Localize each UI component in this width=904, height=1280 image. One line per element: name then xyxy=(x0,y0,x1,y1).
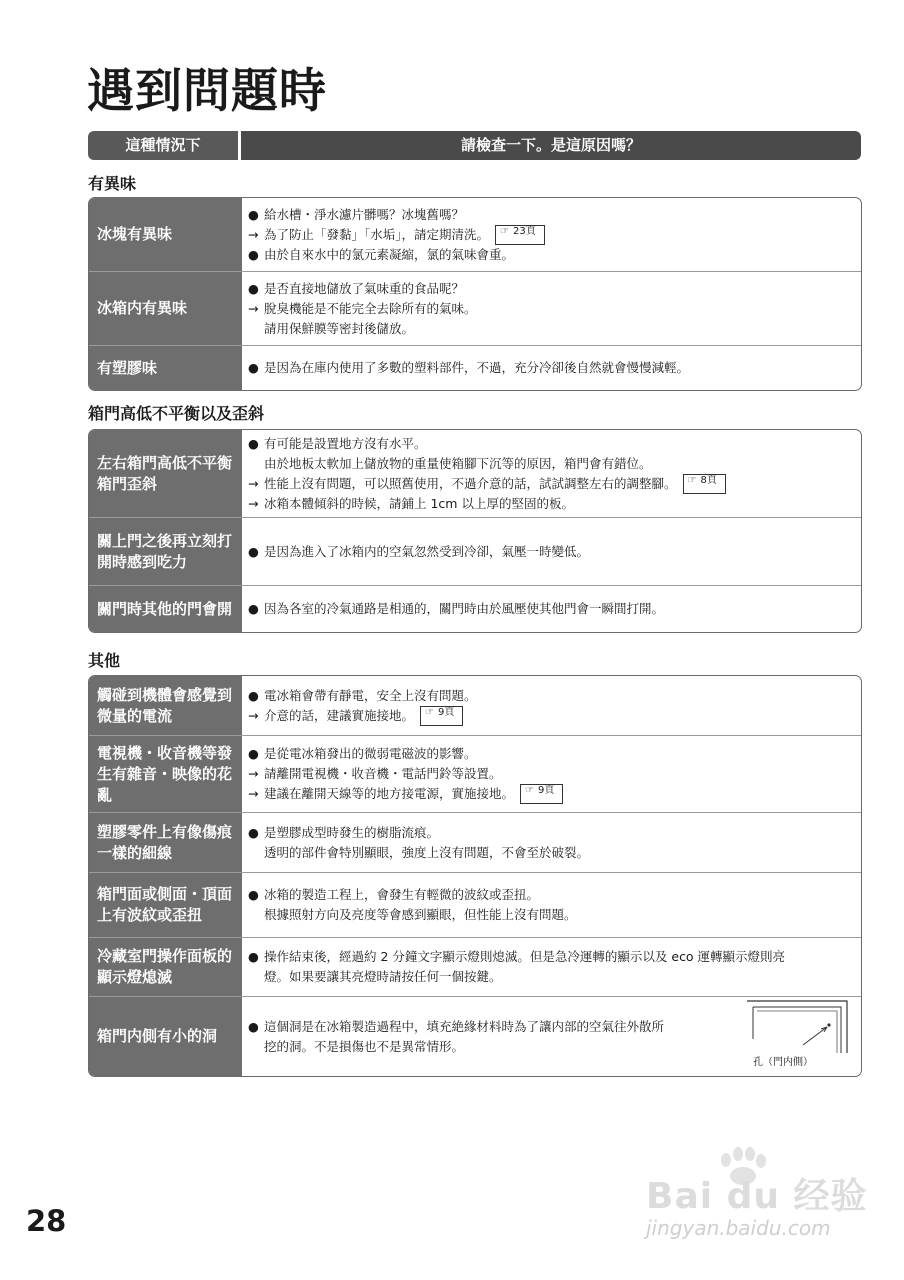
page-title: 遇到問題時 xyxy=(87,64,327,119)
header-check: 請檢查一下。是這原因嗎？ xyxy=(241,131,861,160)
row-content: ● 電冰箱會帶有靜電，安全上沒有問題。 → 介意的話，建議實施接地。 ☞ 9頁 xyxy=(242,676,861,735)
table-row xyxy=(89,430,861,517)
row-label: 冰箱内有異味 xyxy=(89,272,242,345)
row-content: ● 是因為進入了冰箱内的空氣忽然受到冷卻，氣壓一時變低。 xyxy=(248,543,590,559)
page-reference: ☞ 9頁 xyxy=(420,706,463,726)
row-label: 箱門内側有小的洞 xyxy=(89,997,242,1076)
table-row xyxy=(89,996,861,1076)
row-content: ● 操作結束後，經過約 2 分鐘文字顯示燈則熄滅。但是急冷運轉的顯示以及 eco 運轉顯示燈則亮 燈。如果要讓其亮燈時請按任何一個按鍵。 xyxy=(248,949,786,984)
pointing-hand-icon: ☞ xyxy=(525,785,534,796)
table-row xyxy=(89,735,861,812)
row-label: 塑膠零件上有像傷痕一樣的細線 xyxy=(89,813,242,872)
table-row xyxy=(89,872,861,937)
row-content: ● 這個洞是在冰箱製造過程中，填充絶緣材料時為了讓内部的空氣往外散所 挖的洞。不是損傷也不是異常情形。 孔（門内側） xyxy=(242,997,861,1076)
row-label: 箱門面或側面・頂面上有波紋或歪扭 xyxy=(89,873,242,937)
row-label: 冷藏室門操作面板的顯示燈熄滅 xyxy=(89,938,242,996)
header-situation: 這種情況下 xyxy=(88,131,238,160)
watermark-brand: Bai du 经验 xyxy=(646,1176,868,1217)
table-row xyxy=(89,198,861,271)
table-row xyxy=(89,676,861,735)
pointing-hand-icon: ☞ xyxy=(687,474,697,486)
row-content: ● 是從電冰箱發出的微弱電磁波的影響。 → 請離開電視機・收音機・電話門鈴等設置。 → 建議在離開天線等的地方接電源，實施接地。 ☞ 9頁 xyxy=(242,736,861,812)
table-header xyxy=(88,131,861,160)
row-content: ● 是塑膠成型時發生的樹脂流痕。 透明的部件會特別顯眼，強度上沒有問題，不會至於破裂。 xyxy=(248,824,590,860)
pointing-hand-icon: ☞ xyxy=(425,706,434,718)
row-content: ● 給水槽・淨水濾片髒嗎？冰塊舊嗎？ → 為了防止「發黏」「水垢」，請定期清洗。 ☞ 23頁 ● 由於自來水中的氯元素凝縮，氯的氣味會重。 xyxy=(242,198,861,271)
section-table-odor xyxy=(88,197,862,391)
section-heading-other: 其他 xyxy=(88,651,121,670)
section-heading-odor: 有異味 xyxy=(88,174,137,193)
section-table-other xyxy=(88,675,862,1077)
row-content: ● 因為各室的冷氣通路是相通的，關門時由於風壓使其他門會一瞬間打開。 xyxy=(248,601,665,616)
table-row xyxy=(89,517,861,585)
table-row xyxy=(89,937,861,996)
row-label: 左右箱門高低不平衡箱門歪斜 xyxy=(89,430,242,517)
pointing-hand-icon: ☞ xyxy=(500,225,509,237)
row-label: 關門時其他的門會開 xyxy=(89,586,242,632)
row-label: 冰塊有異味 xyxy=(89,198,242,271)
row-content: ● 冰箱的製造工程上，會發生有輕微的波紋或歪扭。 根據照射方向及亮度等會感到顯眼，但性能上沒有問題。 xyxy=(248,887,577,922)
row-label: 觸碰到機體會感覺到微量的電流 xyxy=(89,676,242,735)
table-row xyxy=(89,271,861,345)
table-row xyxy=(89,345,861,390)
table-row xyxy=(89,812,861,872)
figure-caption: 孔（門内側） xyxy=(753,1057,813,1068)
page-reference: ☞ 8頁 xyxy=(683,474,726,494)
row-content: ● 有可能是設置地方沒有水平。 由於地板太軟加上儲放物的重量使箱腳下沉等的原因，箱門會有錯位。 → 性能上沒有問題，可以照舊使用，不過介意的話，試試調整左右的調整腳。 ☞ 8頁 → 冰箱本體傾斜的時候，請鋪上 1cm 以上厚的堅固的板。 xyxy=(242,430,861,517)
door-hole-figure xyxy=(743,999,853,1057)
row-content: ● 是否直接地儲放了氣味重的食品呢？ → 脫臭機能是不能完全去除所有的氣味。 請用保鮮膜等密封後儲放。 xyxy=(248,280,477,336)
watermark-url: jingyan.baidu.com xyxy=(646,1216,831,1240)
row-label: 有塑膠味 xyxy=(89,346,242,390)
section-table-door xyxy=(88,429,862,633)
row-label: 電視機・收音機等發生有雜音・映像的花亂 xyxy=(89,736,242,812)
table-row xyxy=(89,585,861,632)
page-reference: ☞ 9頁 xyxy=(520,784,563,804)
row-label: 關上門之後再立刻打開時感到吃力 xyxy=(89,518,242,585)
section-heading-door: 箱門高低不平衡以及歪斜 xyxy=(88,404,265,423)
row-content: ● 是因為在庫内使用了多數的塑料部件，不過，充分冷卻後自然就會慢慢減輕。 xyxy=(248,360,690,375)
page-number: 28 xyxy=(26,1204,67,1238)
page-reference: ☞ 23頁 xyxy=(495,225,545,245)
